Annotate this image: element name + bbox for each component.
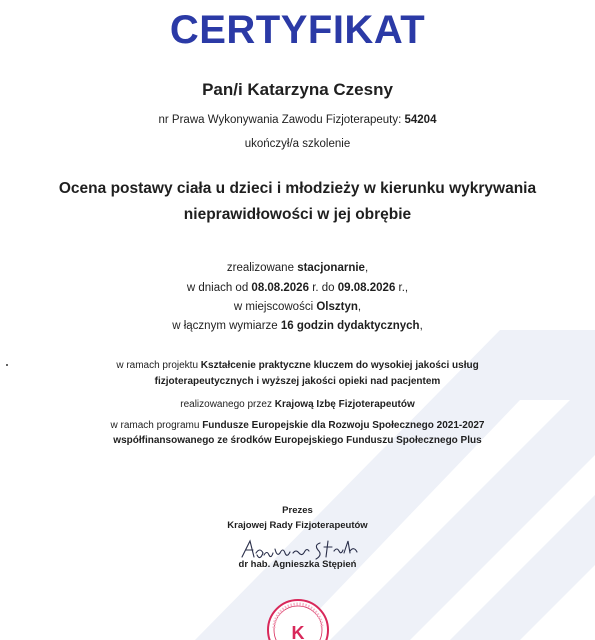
realized-label: zrealizowane xyxy=(226,262,294,274)
project-name-part-2: fizjoterapeutycznych i wyższej jakości opieki nad pacjentem xyxy=(154,376,441,387)
dates-prefix: w dniach od xyxy=(186,282,249,294)
place-prefix: w miejscowości xyxy=(233,301,314,313)
realized-by-line xyxy=(0,399,595,410)
program-line xyxy=(0,420,595,431)
project-name-part-1: Kształcenie praktyczne kluczem do wysokiej jakości usług xyxy=(200,360,479,371)
date-to: 09.08.2026 xyxy=(337,282,396,294)
certificate-title: CERTYFIKAT xyxy=(169,8,426,52)
date-suffix: r., xyxy=(398,282,409,294)
project-line-1 xyxy=(0,360,595,371)
place-line: w miejscowości Olsztyn, xyxy=(233,301,362,313)
cofinanced-line: współfinansowanego ze środków Europejskiego Funduszu Społecznego Plus xyxy=(113,435,482,446)
recipient-name: Pan/i Katarzyna Czesny xyxy=(202,80,393,99)
mode-line: zrealizowane stacjonarnie, xyxy=(226,262,369,274)
license-line xyxy=(0,114,595,126)
realized-by-prefix: realizowanego przez xyxy=(180,399,272,410)
hours-line: w łącznym wymiarze 16 godzin dydaktycznych, xyxy=(172,320,423,332)
project-prefix: w ramach projektu xyxy=(116,360,199,371)
course-title-line-1: Ocena postawy ciała u dzieci i młodzieży w kierunku wykrywania xyxy=(58,180,537,197)
realized-by-org: Krajową Izbę Fizjoterapeutów xyxy=(274,399,415,410)
signatory-council: Krajowej Rady Fizjoterapeutów xyxy=(227,520,368,531)
signatory-name: dr hab. Agnieszka Stępień xyxy=(238,559,357,570)
program-prefix: w ramach programu xyxy=(110,420,200,431)
program-name: Fundusze Europejskie dla Rozwoju Społecznego 2021-2027 xyxy=(202,420,485,431)
date-from: 08.08.2026 xyxy=(251,282,309,294)
kif-logo xyxy=(266,598,330,640)
completed-text: ukończył/a szkolenie xyxy=(244,138,351,150)
mode-value: stacjonarnie xyxy=(297,262,365,274)
license-number: 54204 xyxy=(404,114,437,126)
hours-prefix: w łącznym wymiarze xyxy=(172,320,278,332)
place-value: Olsztyn xyxy=(316,301,358,313)
course-title-line-2: nieprawidłowości w jej obrębie xyxy=(183,206,412,223)
hours-value: 16 godzin dydaktycznych xyxy=(280,320,420,332)
license-label: nr Prawa Wykonywania Zawodu Fizjoterapeuty: xyxy=(158,114,402,126)
date-mid: r. do xyxy=(312,282,335,294)
signatory-role: Prezes xyxy=(282,505,313,516)
svg-text:K: K xyxy=(291,623,305,640)
dates-line xyxy=(0,282,595,294)
